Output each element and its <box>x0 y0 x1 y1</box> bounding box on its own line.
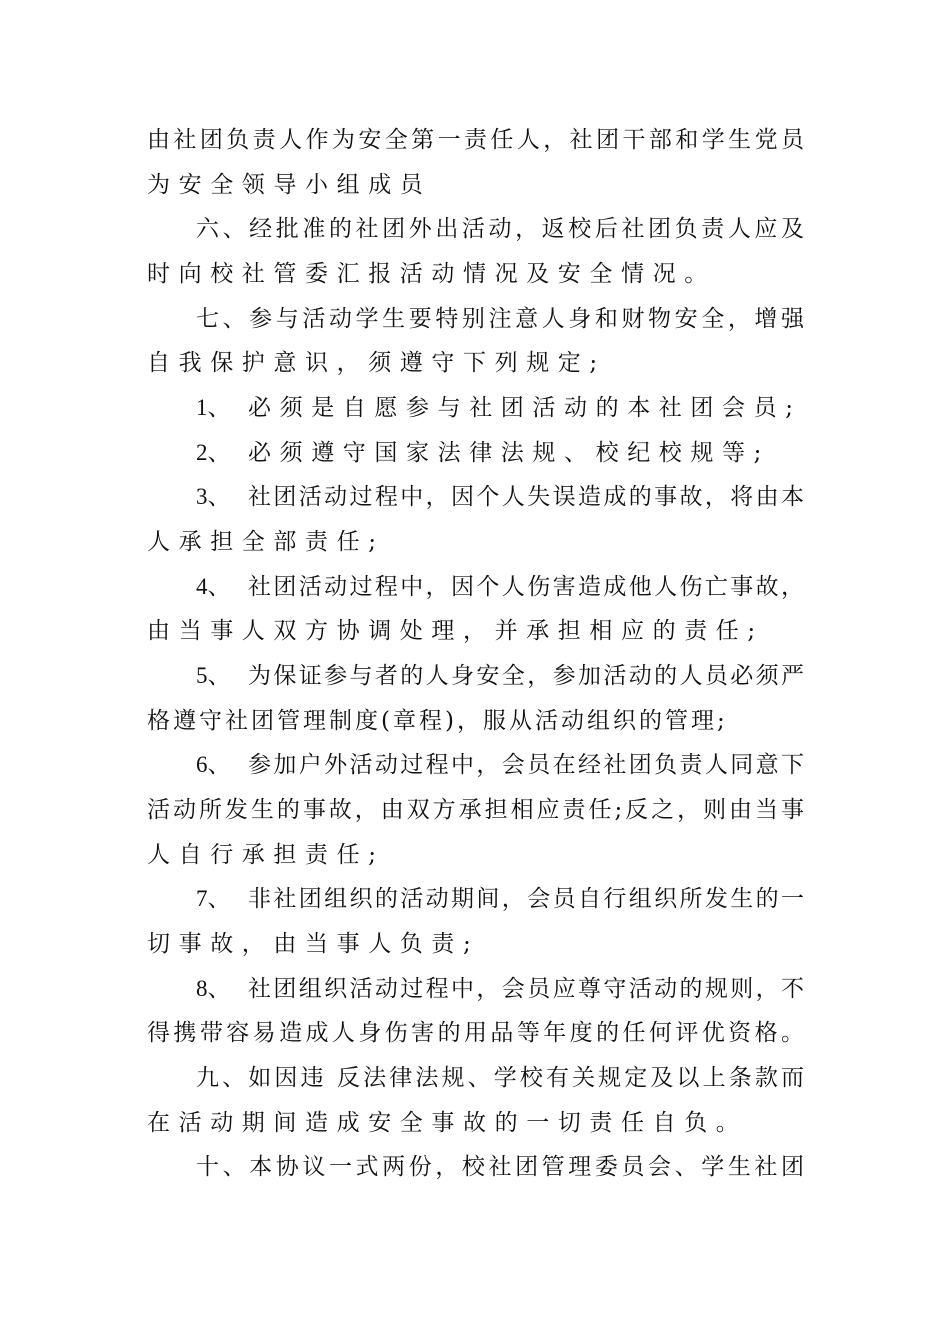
paragraph-line: 为安全领导小组成员 <box>147 172 432 198</box>
list-item-7 <box>196 884 804 914</box>
list-number: 2、 <box>196 440 231 465</box>
paragraph-line: 人自行承担责任; <box>147 842 385 868</box>
list-number: 6、 <box>196 752 231 777</box>
paragraph-line: 时向校社管委汇报活动情况及安全情况。 <box>147 261 716 287</box>
paragraph-line: 格遵守社团管理制度(章程)，服从活动组织的管理; <box>147 708 728 734</box>
paragraph-line: 得携带容易造成人身伤害的用品等年度的任何评优资格。 <box>147 1020 804 1046</box>
paragraph-line: 由当事人双方协调处理，并承担相应的责任; <box>147 618 764 644</box>
list-number: 1、 <box>196 395 231 420</box>
list-number: 7、 <box>196 886 231 911</box>
paragraph-line: 由社团负责人作为安全第一责任人，社团干部和学生党员 <box>147 127 804 153</box>
list-item-text: 参加户外活动过程中，会员在经社团负责人同意下 <box>248 752 804 778</box>
list-item-8 <box>196 974 804 1004</box>
section-seven-line: 七、参与活动学生要特别注意人身和财物安全，增强 <box>196 306 804 332</box>
list-number: 8、 <box>196 976 231 1001</box>
list-item-3 <box>196 482 804 512</box>
paragraph-line: 人承担全部责任; <box>147 529 385 555</box>
section-ten-line: 十、本协议一式两份，校社团管理委员会、学生社团 <box>196 1154 804 1180</box>
paragraph-line: 在活动期间造成安全事故的一切责任自负。 <box>147 1110 748 1136</box>
list-item-text: 必须是自愿参与社团活动的本社团会员; <box>248 395 802 421</box>
paragraph-line: 自我保护意识，须遵守下列规定; <box>147 350 606 376</box>
list-item-text: 为保证参与者的人身安全，参加活动的人员必须严 <box>248 663 804 689</box>
list-item-6 <box>196 750 804 780</box>
paragraph-line: 活动所发生的事故，由双方承担相应责任;反之，则由当事 <box>147 797 804 823</box>
section-nine-line: 九、如因违 反法律法规、学校有关规定及以上条款而 <box>196 1065 804 1091</box>
list-number: 3、 <box>196 484 231 509</box>
list-item-text: 非社团组织的活动期间，会员自行组织所发生的一 <box>248 886 804 912</box>
list-number: 4、 <box>196 574 231 599</box>
list-item-text: 社团活动过程中，因个人伤害造成他人伤亡事故， <box>248 574 804 600</box>
list-item-text: 社团组织活动过程中，会员应尊守活动的规则，不 <box>248 976 804 1002</box>
list-number: 5、 <box>196 663 231 688</box>
list-item-4 <box>196 572 804 602</box>
list-item-2 <box>196 438 804 468</box>
list-item-5 <box>196 661 804 691</box>
paragraph-line: 切事故，由当事人负责; <box>147 931 480 957</box>
list-item-text: 必须遵守国家法律法规、校纪校规等; <box>248 440 770 466</box>
section-six-line: 六、经批准的社团外出活动，返校后社团负责人应及 <box>196 216 804 242</box>
list-item-1 <box>196 393 804 423</box>
list-item-text: 社团活动过程中，因个人失误造成的事故，将由本 <box>248 484 804 510</box>
